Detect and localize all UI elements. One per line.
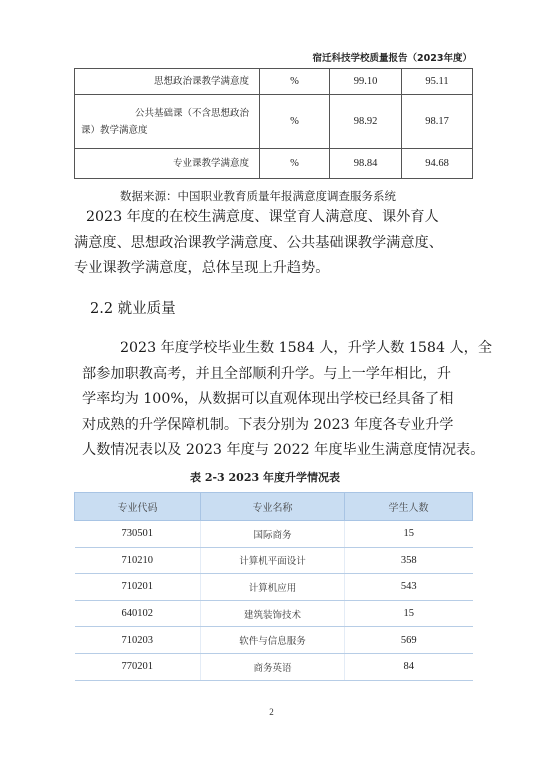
paragraph-employment bbox=[82, 336, 493, 464]
table-row bbox=[75, 600, 473, 627]
student-count: 84 bbox=[345, 653, 473, 680]
page-number: 2 bbox=[269, 707, 274, 717]
value-2022: 95.11 bbox=[402, 69, 473, 95]
paragraph-line: 专业课教学满意度，总体呈现上升趋势。 bbox=[74, 260, 330, 276]
table-row bbox=[75, 95, 473, 149]
section-heading: 2.2 就业质量 bbox=[90, 301, 176, 317]
satisfaction-table bbox=[74, 68, 473, 179]
major-code: 710201 bbox=[75, 574, 201, 601]
item-name: 思想政治课教学满意度 bbox=[75, 69, 260, 95]
table-row bbox=[75, 149, 473, 179]
column-header: 专业名称 bbox=[201, 493, 345, 521]
student-count: 543 bbox=[345, 574, 473, 601]
unit-cell: % bbox=[260, 95, 330, 149]
value-2023: 98.84 bbox=[330, 149, 402, 179]
student-count: 358 bbox=[345, 547, 473, 574]
paragraph-line: 满意度、思想政治课教学满意度、公共基础课教学满意度、 bbox=[74, 234, 443, 251]
column-header: 专业代码 bbox=[75, 493, 201, 521]
paragraph-line: 对成熟的升学保障机制。下表分别为 2023 年度各专业升学 bbox=[82, 416, 454, 433]
major-name: 商务英语 bbox=[201, 653, 345, 680]
paragraph-satisfaction bbox=[74, 205, 474, 282]
student-count: 15 bbox=[345, 521, 473, 548]
table-row bbox=[75, 69, 473, 95]
major-name: 软件与信息服务 bbox=[201, 627, 345, 654]
table-row bbox=[75, 521, 473, 548]
table-row bbox=[75, 627, 473, 654]
major-code: 640102 bbox=[75, 600, 201, 627]
graduation-table bbox=[74, 492, 473, 681]
major-code: 730501 bbox=[75, 521, 201, 548]
table-row bbox=[75, 547, 473, 574]
major-name: 计算机平面设计 bbox=[201, 547, 345, 574]
source-note: 数据来源：中国职业教育质量年报满意度调查服务系统 bbox=[120, 189, 396, 203]
paragraph-line: 学率均为 100%，从数据可以直观体现出学校已经具备了相 bbox=[82, 391, 454, 407]
major-name: 计算机应用 bbox=[201, 574, 345, 601]
major-code: 710203 bbox=[75, 627, 201, 654]
paragraph-line: 部参加职教高考，并且全部顺利升学。与上一学年相比，升 bbox=[82, 365, 451, 382]
major-name: 国际商务 bbox=[201, 521, 345, 548]
paragraph-line: 人数情况表以及 2023 年度与 2022 年度毕业生满意度情况表。 bbox=[82, 442, 485, 458]
item-name: 专业课教学满意度 bbox=[75, 149, 260, 179]
paragraph-line: 2023 年度学校毕业生数 1584 人，升学人数 1584 人，全 bbox=[120, 340, 493, 356]
item-name: 公共基础课（不含思想政治 课）教学满意度 bbox=[75, 95, 260, 149]
table-header-row bbox=[75, 493, 473, 521]
page-header: 宿迁科技学校质量报告（2023年度） bbox=[312, 53, 472, 64]
unit-cell: % bbox=[260, 149, 330, 179]
value-2022: 98.17 bbox=[402, 95, 473, 149]
major-name: 建筑装饰技术 bbox=[201, 600, 345, 627]
major-code: 770201 bbox=[75, 653, 201, 680]
table-row bbox=[75, 574, 473, 601]
student-count: 569 bbox=[345, 627, 473, 654]
table-caption: 表 2-3 2023 年度升学情况表 bbox=[190, 471, 340, 484]
table-row bbox=[75, 653, 473, 680]
value-2023: 98.92 bbox=[330, 95, 402, 149]
value-2023: 99.10 bbox=[330, 69, 402, 95]
column-header: 学生人数 bbox=[345, 493, 473, 521]
unit-cell: % bbox=[260, 69, 330, 95]
major-code: 710210 bbox=[75, 547, 201, 574]
paragraph-line: 2023 年度的在校生满意度、课堂育人满意度、课外育人 bbox=[86, 209, 439, 225]
value-2022: 94.68 bbox=[402, 149, 473, 179]
student-count: 15 bbox=[345, 600, 473, 627]
